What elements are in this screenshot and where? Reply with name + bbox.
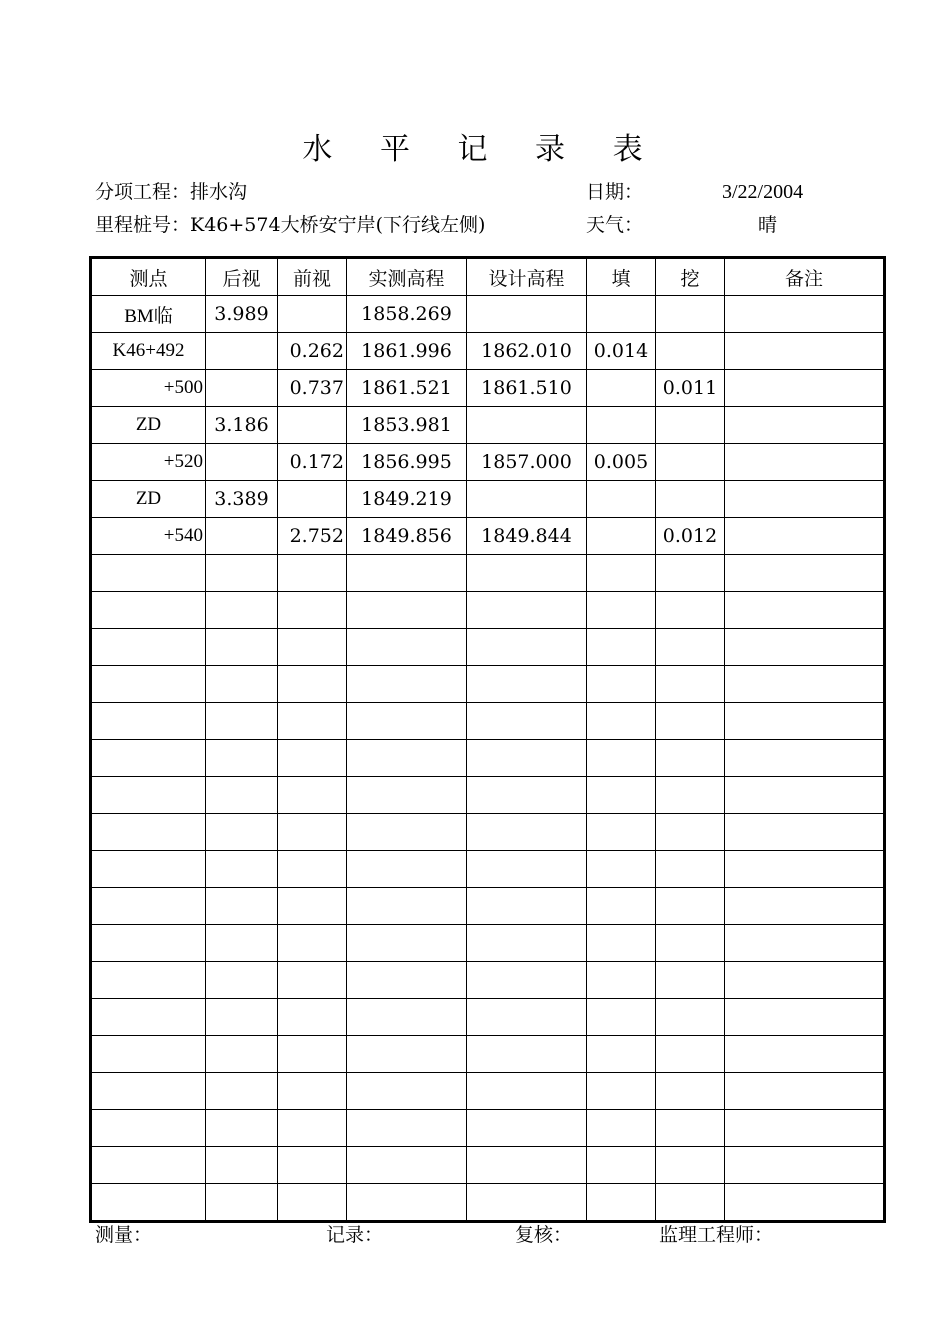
empty-cell [467,1147,587,1184]
empty-cell [91,777,206,814]
table-cell: 0.737 [278,370,347,407]
table-cell [467,481,587,518]
empty-cell [347,1073,467,1110]
empty-cell [206,1073,278,1110]
empty-cell [656,925,725,962]
header-cell: 后视 [206,258,278,296]
empty-cell [656,629,725,666]
table-row [91,296,885,333]
empty-cell [467,777,587,814]
table-cell [587,370,656,407]
empty-cell [656,1073,725,1110]
empty-cell [467,1073,587,1110]
empty-row [91,1147,885,1184]
empty-cell [206,592,278,629]
empty-cell [206,1184,278,1222]
empty-cell [278,666,347,703]
empty-cell [467,999,587,1036]
empty-cell [347,703,467,740]
empty-cell [347,666,467,703]
table-row [91,444,885,481]
table-cell [278,296,347,333]
empty-cell [347,1184,467,1222]
empty-cell [587,592,656,629]
empty-cell [347,629,467,666]
empty-cell [587,1184,656,1222]
table-cell [725,370,885,407]
empty-cell [467,740,587,777]
date-value: 3/22/2004 [722,181,804,203]
empty-cell [587,555,656,592]
table-cell: 3.989 [206,296,278,333]
table-cell: 1861.521 [347,370,467,407]
empty-cell [91,703,206,740]
empty-cell [587,814,656,851]
empty-cell [91,962,206,999]
empty-cell [91,1147,206,1184]
empty-cell [206,962,278,999]
table-cell [278,481,347,518]
table-cell: 1861.510 [467,370,587,407]
empty-cell [206,629,278,666]
empty-cell [206,814,278,851]
review-label: 复核： [515,1224,573,1246]
empty-cell [467,962,587,999]
empty-cell [725,1110,885,1147]
table-cell [206,333,278,370]
empty-cell [91,1184,206,1222]
empty-row [91,703,885,740]
empty-cell [347,925,467,962]
empty-cell [206,1147,278,1184]
empty-cell [278,999,347,1036]
empty-cell [656,888,725,925]
table-cell [725,407,885,444]
table-cell [206,444,278,481]
station-value: K46+574大桥安宁岸(下行线左侧) [190,214,486,236]
empty-cell [587,1036,656,1073]
empty-cell [587,999,656,1036]
empty-cell [656,1147,725,1184]
table-row [91,481,885,518]
empty-cell [347,555,467,592]
empty-cell [347,1110,467,1147]
empty-cell [206,888,278,925]
empty-cell [206,925,278,962]
date-label: 日期： [586,181,644,203]
empty-row [91,777,885,814]
weather-value: 晴 [758,214,778,236]
empty-cell [278,814,347,851]
table-cell [587,296,656,333]
table-cell: K46+492 [91,333,206,370]
empty-cell [587,666,656,703]
item-row [95,180,247,204]
table-cell [467,407,587,444]
header-cell: 设计高程 [467,258,587,296]
header-cell: 挖 [656,258,725,296]
empty-row [91,999,885,1036]
table-cell: BM临 [91,296,206,333]
empty-cell [587,1147,656,1184]
empty-cell [206,703,278,740]
table-cell [725,333,885,370]
empty-cell [206,740,278,777]
empty-row [91,925,885,962]
table-cell: +500 [91,370,206,407]
empty-cell [347,814,467,851]
empty-cell [347,740,467,777]
empty-cell [206,555,278,592]
table-cell [656,444,725,481]
empty-cell [587,777,656,814]
empty-cell [278,1073,347,1110]
empty-cell [725,592,885,629]
empty-cell [587,1110,656,1147]
empty-cell [587,851,656,888]
empty-row [91,555,885,592]
empty-cell [91,592,206,629]
empty-cell [347,962,467,999]
empty-cell [91,851,206,888]
empty-cell [206,1110,278,1147]
empty-cell [467,1110,587,1147]
empty-cell [467,925,587,962]
empty-cell [278,1036,347,1073]
empty-cell [467,666,587,703]
empty-cell [725,740,885,777]
empty-cell [725,666,885,703]
header-cell: 实测高程 [347,258,467,296]
empty-cell [347,1036,467,1073]
empty-cell [278,703,347,740]
empty-cell [656,592,725,629]
empty-cell [278,777,347,814]
table-cell: 1861.996 [347,333,467,370]
table-cell: 1862.010 [467,333,587,370]
empty-cell [656,740,725,777]
table-cell [725,296,885,333]
empty-cell [467,1036,587,1073]
table-cell [725,518,885,555]
empty-row [91,814,885,851]
empty-row [91,962,885,999]
empty-cell [656,777,725,814]
empty-cell [347,592,467,629]
empty-row [91,851,885,888]
empty-cell [467,555,587,592]
table-cell [656,481,725,518]
empty-cell [278,592,347,629]
table-cell: 2.752 [278,518,347,555]
empty-cell [725,962,885,999]
empty-cell [587,962,656,999]
empty-cell [587,740,656,777]
empty-cell [206,1036,278,1073]
empty-cell [278,888,347,925]
empty-cell [91,925,206,962]
empty-cell [725,555,885,592]
empty-cell [467,814,587,851]
empty-cell [587,1073,656,1110]
empty-cell [725,999,885,1036]
empty-cell [206,666,278,703]
empty-cell [725,1184,885,1222]
table-cell [587,481,656,518]
table-cell: ZD [91,481,206,518]
table-cell: +520 [91,444,206,481]
empty-cell [725,1073,885,1110]
empty-row [91,666,885,703]
empty-cell [725,703,885,740]
empty-cell [91,999,206,1036]
empty-cell [278,1110,347,1147]
empty-cell [91,666,206,703]
table-cell [725,444,885,481]
empty-cell [656,814,725,851]
page-title: 水 平 记 录 表 [302,132,662,167]
empty-cell [467,592,587,629]
empty-cell [206,999,278,1036]
empty-cell [725,814,885,851]
empty-cell [91,1073,206,1110]
item-value: 排水沟 [190,181,248,203]
empty-cell [278,629,347,666]
empty-cell [725,1147,885,1184]
table-cell [278,407,347,444]
table-cell: 1849.844 [467,518,587,555]
supervisor-label: 监理工程师： [659,1224,774,1246]
header-cell: 前视 [278,258,347,296]
header-cell: 测点 [91,258,206,296]
table-cell [206,370,278,407]
empty-cell [91,555,206,592]
table-cell: 1849.856 [347,518,467,555]
empty-cell [278,925,347,962]
station-label: 里程桩号： [95,214,191,236]
weather-label: 天气： [586,214,644,236]
table-cell: 1853.981 [347,407,467,444]
table-cell: 0.005 [587,444,656,481]
table-cell: 0.262 [278,333,347,370]
empty-cell [656,703,725,740]
table-cell [467,296,587,333]
empty-cell [278,1184,347,1222]
empty-cell [278,555,347,592]
empty-cell [347,888,467,925]
empty-row [91,888,885,925]
empty-cell [347,777,467,814]
table-cell [725,481,885,518]
table-row [91,407,885,444]
empty-cell [587,925,656,962]
table-cell [656,296,725,333]
table-cell: 1857.000 [467,444,587,481]
empty-cell [725,777,885,814]
table-cell [656,333,725,370]
empty-cell [467,629,587,666]
empty-cell [91,814,206,851]
table-cell: 1849.219 [347,481,467,518]
empty-cell [656,1110,725,1147]
empty-cell [467,888,587,925]
empty-cell [656,666,725,703]
table-row [91,333,885,370]
empty-cell [91,888,206,925]
empty-cell [467,703,587,740]
empty-cell [91,740,206,777]
empty-cell [725,888,885,925]
empty-cell [587,629,656,666]
table-row [91,370,885,407]
item-label: 分项工程： [95,181,191,203]
station-row [95,213,485,237]
empty-cell [656,1036,725,1073]
header-row [91,258,885,296]
empty-cell [91,1036,206,1073]
table-cell: +540 [91,518,206,555]
empty-cell [656,1184,725,1222]
header-cell: 备注 [725,258,885,296]
empty-cell [206,777,278,814]
table-cell [206,518,278,555]
empty-row [91,740,885,777]
table-cell [656,407,725,444]
empty-cell [467,851,587,888]
empty-row [91,1110,885,1147]
empty-cell [278,740,347,777]
table-cell: 0.012 [656,518,725,555]
empty-cell [656,555,725,592]
table-cell: ZD [91,407,206,444]
empty-row [91,1073,885,1110]
table-row [91,518,885,555]
empty-cell [656,962,725,999]
empty-cell [347,1147,467,1184]
table-cell: 0.172 [278,444,347,481]
table-cell: 1856.995 [347,444,467,481]
empty-row [91,592,885,629]
empty-cell [725,851,885,888]
table-cell [587,518,656,555]
table-cell: 1858.269 [347,296,467,333]
table-cell: 3.186 [206,407,278,444]
empty-cell [278,962,347,999]
empty-cell [725,629,885,666]
empty-cell [467,1184,587,1222]
record-label: 记录： [326,1224,384,1246]
level-record-table [89,256,886,1223]
table-body [91,258,885,1222]
empty-cell [347,999,467,1036]
table-cell: 3.389 [206,481,278,518]
empty-row [91,1036,885,1073]
table-cell: 0.014 [587,333,656,370]
empty-cell [587,703,656,740]
table-cell [587,407,656,444]
empty-cell [725,925,885,962]
empty-cell [725,1036,885,1073]
empty-cell [278,851,347,888]
empty-cell [91,629,206,666]
empty-cell [347,851,467,888]
measure-label: 测量： [95,1224,153,1246]
empty-cell [656,851,725,888]
empty-cell [278,1147,347,1184]
empty-cell [656,999,725,1036]
empty-cell [91,1110,206,1147]
table-cell: 0.011 [656,370,725,407]
empty-row [91,629,885,666]
header-cell: 填 [587,258,656,296]
empty-cell [206,851,278,888]
empty-row [91,1184,885,1222]
empty-cell [587,888,656,925]
